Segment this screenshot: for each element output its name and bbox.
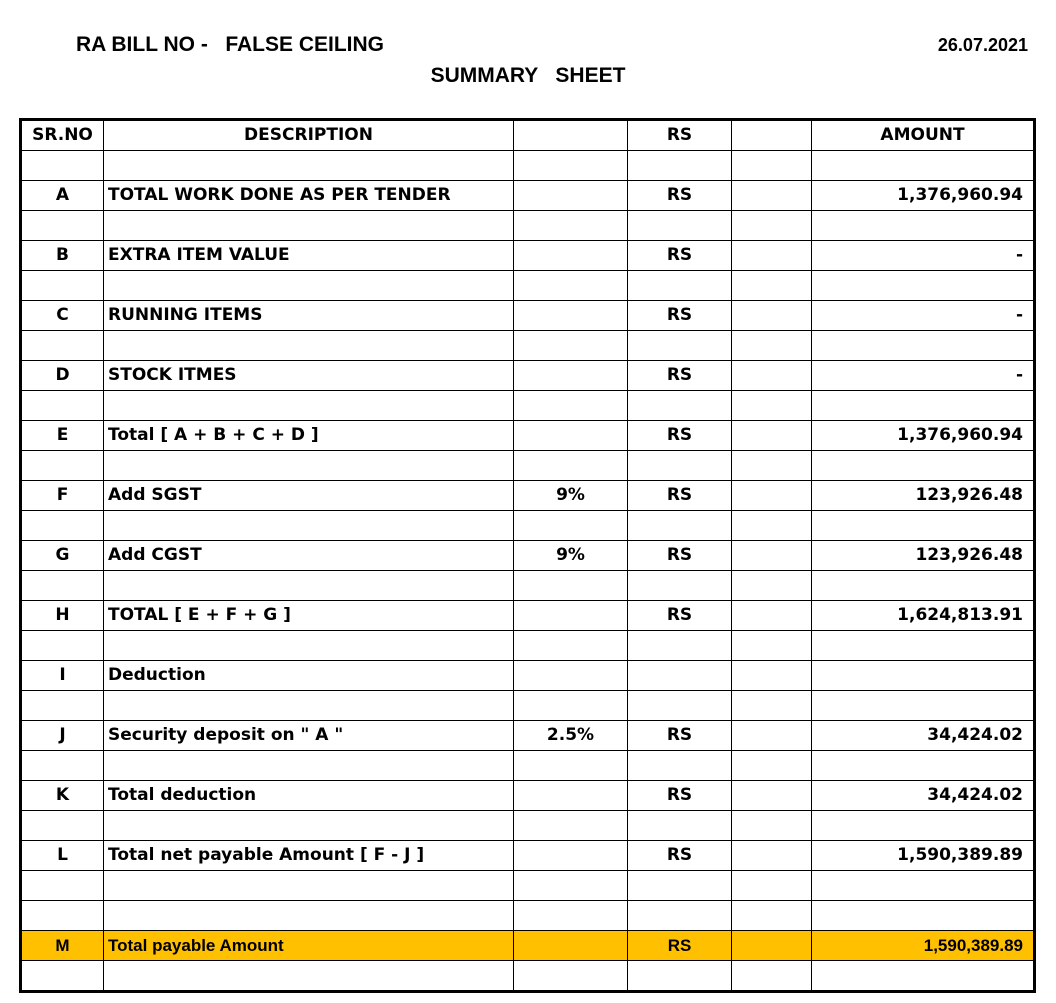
row-amount: 34,424.02 (812, 781, 1035, 811)
row-rate (514, 931, 628, 961)
row-sr: K (21, 781, 104, 811)
row-description: Add SGST (104, 481, 514, 511)
row-blank (732, 901, 812, 931)
row-amount (812, 751, 1035, 781)
table-row (21, 481, 1035, 511)
row-description (104, 811, 514, 841)
row-description (104, 571, 514, 601)
row-unit (628, 811, 732, 841)
row-unit: RS (628, 931, 732, 961)
table-row (21, 781, 1035, 811)
row-sr: D (21, 361, 104, 391)
row-unit (628, 151, 732, 181)
row-sr (21, 571, 104, 601)
row-sr (21, 961, 104, 992)
row-unit: RS (628, 301, 732, 331)
row-rate (514, 361, 628, 391)
row-amount (812, 961, 1035, 992)
row-rate (514, 601, 628, 631)
row-amount: 1,624,813.91 (812, 601, 1035, 631)
row-description: TOTAL WORK DONE AS PER TENDER (104, 181, 514, 211)
row-amount: - (812, 361, 1035, 391)
row-blank (732, 271, 812, 301)
row-sr (21, 751, 104, 781)
row-description (104, 271, 514, 301)
row-unit: RS (628, 601, 732, 631)
row-amount: - (812, 241, 1035, 271)
row-amount (812, 451, 1035, 481)
row-unit: RS (628, 481, 732, 511)
row-blank (732, 811, 812, 841)
row-unit (628, 901, 732, 931)
row-description (104, 691, 514, 721)
row-rate: 2.5% (514, 721, 628, 751)
row-rate (514, 331, 628, 361)
table-row (21, 901, 1035, 931)
table-row (21, 151, 1035, 181)
row-sr (21, 151, 104, 181)
row-amount (812, 691, 1035, 721)
row-description (104, 511, 514, 541)
table-row (21, 751, 1035, 781)
row-rate (514, 631, 628, 661)
table-row (21, 391, 1035, 421)
row-amount: 1,590,389.89 (812, 841, 1035, 871)
row-description: Total [ A + B + C + D ] (104, 421, 514, 451)
row-rate: 9% (514, 541, 628, 571)
row-blank (732, 211, 812, 241)
row-rate (514, 961, 628, 992)
row-amount (812, 901, 1035, 931)
row-rate (514, 871, 628, 901)
row-blank (732, 841, 812, 871)
table-row (21, 451, 1035, 481)
row-sr (21, 691, 104, 721)
row-sr: A (21, 181, 104, 211)
header-description: DESCRIPTION (104, 120, 514, 151)
row-description: STOCK ITMES (104, 361, 514, 391)
row-rate (514, 661, 628, 691)
row-description: Total deduction (104, 781, 514, 811)
row-blank (732, 571, 812, 601)
header-amount: AMOUNT (812, 120, 1035, 151)
row-description: Deduction (104, 661, 514, 691)
row-blank (732, 331, 812, 361)
header-unit: RS (628, 120, 732, 151)
row-description (104, 871, 514, 901)
row-description: RUNNING ITEMS (104, 301, 514, 331)
row-rate (514, 241, 628, 271)
row-blank (732, 691, 812, 721)
table-row (21, 841, 1035, 871)
row-blank (732, 391, 812, 421)
row-sr: H (21, 601, 104, 631)
row-unit (628, 211, 732, 241)
row-rate: 9% (514, 481, 628, 511)
row-unit (628, 271, 732, 301)
table-row (21, 421, 1035, 451)
table-row (21, 631, 1035, 661)
row-blank (732, 631, 812, 661)
row-rate (514, 751, 628, 781)
row-blank (732, 931, 812, 961)
row-blank (732, 181, 812, 211)
row-unit (628, 871, 732, 901)
row-amount (812, 661, 1035, 691)
row-blank (732, 961, 812, 992)
table-row (21, 181, 1035, 211)
row-sr (21, 211, 104, 241)
row-blank (732, 721, 812, 751)
row-amount (812, 871, 1035, 901)
row-rate (514, 151, 628, 181)
row-sr (21, 901, 104, 931)
row-description: Add CGST (104, 541, 514, 571)
sheet-title: SUMMARY SHEET (430, 64, 626, 87)
row-rate (514, 211, 628, 241)
row-blank (732, 511, 812, 541)
row-unit (628, 391, 732, 421)
table-row (21, 691, 1035, 721)
row-sr: B (21, 241, 104, 271)
table-row (21, 241, 1035, 271)
row-rate (514, 571, 628, 601)
row-sr (21, 871, 104, 901)
row-sr: L (21, 841, 104, 871)
row-sr: M (21, 931, 104, 961)
row-unit (628, 691, 732, 721)
row-sr (21, 451, 104, 481)
row-blank (732, 601, 812, 631)
table-row (21, 301, 1035, 331)
row-description (104, 901, 514, 931)
row-description (104, 961, 514, 992)
row-unit (628, 631, 732, 661)
row-unit: RS (628, 541, 732, 571)
row-amount: 123,926.48 (812, 541, 1035, 571)
table-header-row (21, 120, 1035, 151)
bill-title: RA BILL NO - FALSE CEILING (76, 33, 385, 56)
row-amount (812, 391, 1035, 421)
table-row (21, 331, 1035, 361)
table-row (21, 511, 1035, 541)
row-rate (514, 511, 628, 541)
row-amount (812, 271, 1035, 301)
row-rate (514, 901, 628, 931)
table-row (21, 871, 1035, 901)
row-blank (732, 871, 812, 901)
row-blank (732, 421, 812, 451)
row-unit: RS (628, 241, 732, 271)
row-unit: RS (628, 421, 732, 451)
row-sr (21, 331, 104, 361)
row-sr (21, 511, 104, 541)
row-rate (514, 181, 628, 211)
row-rate (514, 691, 628, 721)
row-description (104, 331, 514, 361)
row-sr (21, 271, 104, 301)
row-description (104, 451, 514, 481)
row-description (104, 391, 514, 421)
row-amount (812, 631, 1035, 661)
row-blank (732, 241, 812, 271)
row-amount: 1,376,960.94 (812, 181, 1035, 211)
row-blank (732, 661, 812, 691)
row-sr: G (21, 541, 104, 571)
row-amount (812, 571, 1035, 601)
header-sr-no: SR.NO (21, 120, 104, 151)
row-blank (732, 301, 812, 331)
row-rate (514, 811, 628, 841)
row-amount: 1,376,960.94 (812, 421, 1035, 451)
row-unit: RS (628, 781, 732, 811)
row-sr: C (21, 301, 104, 331)
row-rate (514, 451, 628, 481)
row-unit: RS (628, 721, 732, 751)
table-row (21, 811, 1035, 841)
table-row (21, 961, 1035, 992)
row-amount: 1,590,389.89 (812, 931, 1035, 961)
table-row (21, 361, 1035, 391)
table-row (21, 661, 1035, 691)
row-amount: 34,424.02 (812, 721, 1035, 751)
row-blank (732, 451, 812, 481)
row-sr: E (21, 421, 104, 451)
row-description: Security deposit on " A " (104, 721, 514, 751)
row-description (104, 631, 514, 661)
row-sr (21, 631, 104, 661)
table-row (21, 541, 1035, 571)
row-amount (812, 151, 1035, 181)
table-row (21, 271, 1035, 301)
row-description (104, 151, 514, 181)
header-rate (514, 120, 628, 151)
row-unit: RS (628, 181, 732, 211)
row-blank (732, 361, 812, 391)
row-unit (628, 571, 732, 601)
row-description (104, 751, 514, 781)
table-row (21, 931, 1035, 961)
row-sr: F (21, 481, 104, 511)
row-description: EXTRA ITEM VALUE (104, 241, 514, 271)
table-row (21, 571, 1035, 601)
row-unit (628, 661, 732, 691)
row-sr: I (21, 661, 104, 691)
row-unit: RS (628, 841, 732, 871)
row-sr (21, 811, 104, 841)
row-unit (628, 451, 732, 481)
row-rate (514, 421, 628, 451)
row-amount: 123,926.48 (812, 481, 1035, 511)
row-amount (812, 511, 1035, 541)
row-rate (514, 301, 628, 331)
row-description (104, 211, 514, 241)
table-row (21, 601, 1035, 631)
row-unit (628, 751, 732, 781)
row-rate (514, 391, 628, 421)
row-unit (628, 511, 732, 541)
row-amount (812, 331, 1035, 361)
row-sr: J (21, 721, 104, 751)
row-description: TOTAL [ E + F + G ] (104, 601, 514, 631)
row-rate (514, 781, 628, 811)
row-blank (732, 151, 812, 181)
row-sr (21, 391, 104, 421)
row-blank (732, 481, 812, 511)
row-unit (628, 331, 732, 361)
bill-date: 26.07.2021 (937, 35, 1028, 55)
row-rate (514, 271, 628, 301)
row-amount (812, 211, 1035, 241)
row-amount (812, 811, 1035, 841)
row-blank (732, 751, 812, 781)
table-row (21, 721, 1035, 751)
summary-table (19, 118, 1036, 993)
row-unit (628, 961, 732, 992)
row-blank (732, 541, 812, 571)
row-blank (732, 781, 812, 811)
row-description: Total payable Amount (104, 931, 514, 961)
row-unit: RS (628, 361, 732, 391)
row-rate (514, 841, 628, 871)
row-description: Total net payable Amount [ F - J ] (104, 841, 514, 871)
table-row (21, 211, 1035, 241)
row-amount: - (812, 301, 1035, 331)
header-blank (732, 120, 812, 151)
